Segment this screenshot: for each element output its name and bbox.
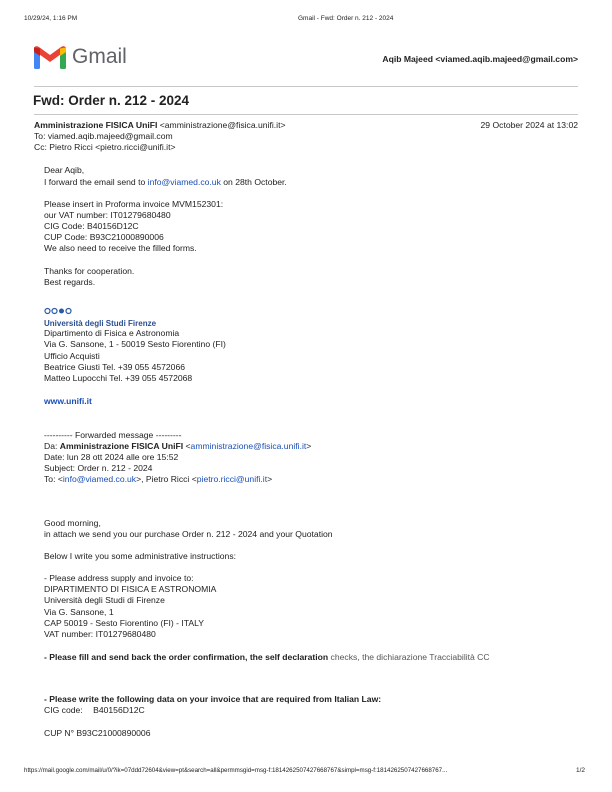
regards-line: Best regards.	[44, 277, 96, 287]
cig-code-value: B40156D12C	[93, 705, 145, 715]
good-morning: Good morning,	[44, 518, 101, 528]
print-page-title: Gmail - Fwd: Order n. 212 - 2024	[298, 15, 394, 22]
forwarded-to-ricci-link[interactable]: pietro.ricci@unifi.it	[196, 474, 268, 484]
below-line: Below I write you some administrative instructions:	[44, 551, 236, 561]
vat-line: our VAT number: IT01279680480	[44, 210, 171, 220]
supply-line: - Please address supply and invoice to:	[44, 573, 194, 583]
thanks-line: Thanks for cooperation.	[44, 266, 135, 276]
thread-subject: Fwd: Order n. 212 - 2024	[33, 93, 190, 108]
print-page-number: 1/2	[576, 767, 586, 774]
forwarded-separator: ---------- Forwarded message ---------	[44, 430, 182, 440]
message-cc: Cc: Pietro Ricci <pietro.ricci@unifi.it>	[34, 142, 176, 152]
forwarded-to-info-link[interactable]: info@viamed.co.uk	[62, 474, 137, 484]
attach-line: in attach we send you our purchase Order n. 212 - 2024 and your Quotation	[44, 529, 333, 539]
fill-send-line	[44, 652, 490, 663]
unifi-website-link[interactable]: www.unifi.it	[44, 396, 92, 406]
signature-contact-2: Matteo Lupocchi Tel. +39 055 4572068	[44, 373, 193, 383]
subject-divider	[34, 114, 578, 115]
forwarded-from-name: Amministrazione FISICA UniFI	[59, 441, 184, 451]
gmail-wordmark: Gmail	[72, 45, 127, 68]
forward-note-text: I forward the email send to	[44, 177, 148, 187]
forwarded-from: Da: Amministrazione FISICA UniFI <amministrazione@fisica.unifi.it>	[44, 441, 312, 451]
forwarded-to-end: >	[267, 474, 273, 484]
account-name: Aqib Majeed	[382, 54, 433, 64]
sender-email: <amministrazione@fisica.unifi.it>	[159, 120, 286, 130]
cup-number-line: CUP N° B93C21000890006	[44, 728, 151, 738]
sender-name: Amministrazione FISICA UniFI	[34, 120, 158, 130]
address-line-1: DIPARTIMENTO DI FISICA E ASTRONOMIA	[44, 584, 217, 594]
forwarded-date: Date: lun 28 ott 2024 alle ore 15:52	[44, 452, 179, 462]
forwarded-subject: Subject: Order n. 212 - 2024	[44, 463, 153, 473]
signature-department: Dipartimento di Fisica e Astronomia	[44, 328, 180, 338]
filled-forms-line: We also need to receive the filled forms.	[44, 243, 197, 253]
gmail-m-icon	[33, 44, 67, 70]
forward-note	[44, 177, 287, 188]
insert-line: Please insert in Proforma invoice MVM152301:	[44, 199, 224, 209]
cig-line: CIG Code: B40156D12C	[44, 221, 139, 231]
header-divider	[34, 86, 578, 87]
account-email: <viamed.aqib.majeed@gmail.com>	[435, 54, 578, 64]
gmail-logo	[33, 44, 67, 70]
print-datetime: 10/29/24, 1:16 PM	[24, 15, 78, 22]
forwarded-to-label: To: <	[44, 474, 63, 484]
cig-code-label: CIG code:	[44, 705, 83, 715]
forward-note-tail: on 28th October.	[220, 177, 287, 187]
signature-contact-1: Beatrice Giusti Tel. +39 055 4572066	[44, 362, 186, 372]
signature-address: Via G. Sansone, 1 - 50019 Sesto Fiorentino (FI)	[44, 339, 226, 349]
write-data-line: - Please write the following data on your invoice that are required from Italian Law:	[44, 694, 382, 704]
address-line-4: CAP 50019 - Sesto Fiorentino (FI) - ITALY	[44, 618, 205, 628]
fill-send-rest: checks, the dichiarazione Tracciabilità CC	[328, 652, 490, 662]
message-date: 29 October 2024 at 13:02	[480, 120, 578, 130]
print-url: https://mail.google.com/mail/u/0/?ik=07ddd72604&view=pt&search=all&permmsgid=msg-f:1814262507427668767&simpl=msg-f:1814262507427668767...	[24, 767, 448, 774]
greeting: Dear Aqib,	[44, 165, 85, 175]
forwarded-to-mid: >, Pietro Ricci <	[136, 474, 197, 484]
address-line-5: VAT number: IT01279680480	[44, 629, 156, 639]
address-line-3: Via G. Sansone, 1	[44, 607, 114, 617]
message-to: To: viamed.aqib.majeed@gmail.com	[34, 131, 173, 141]
cup-line: CUP Code: B93C21000890006	[44, 232, 164, 242]
fill-send-bold: - Please fill and send back the order confirmation, the self declaration	[44, 652, 329, 662]
info-email-link[interactable]: info@viamed.co.uk	[147, 177, 221, 187]
signature-university: Università degli Studi Firenze	[44, 319, 157, 328]
account-identity	[382, 54, 578, 65]
forwarded-to	[44, 474, 272, 485]
cig-code-line	[44, 705, 145, 716]
message-from	[34, 120, 286, 131]
forwarded-from-email-link[interactable]: amministrazione@fisica.unifi.it	[190, 441, 307, 451]
address-line-2: Università degli Studi di Firenze	[44, 595, 165, 605]
signature-office: Ufficio Acquisti	[44, 351, 100, 361]
forwarded-from-label: Da:	[44, 441, 58, 451]
